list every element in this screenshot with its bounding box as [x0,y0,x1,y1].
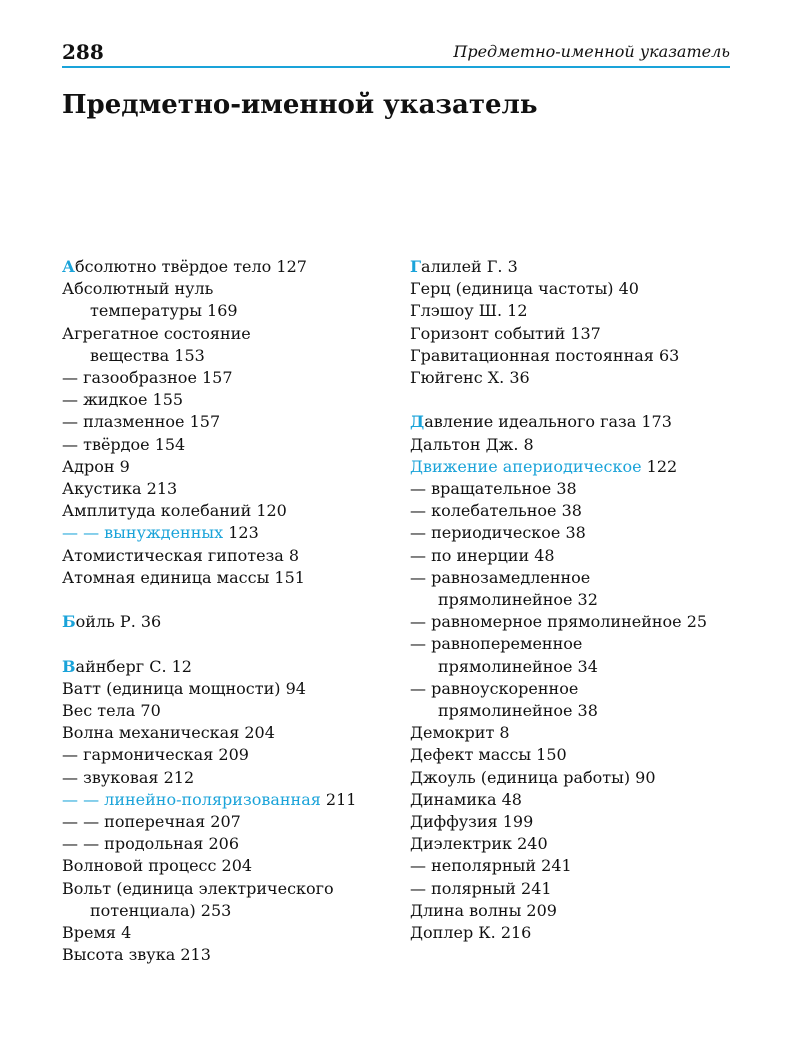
index-entry [410,478,740,500]
index-entry [410,900,740,922]
index-entry [410,367,740,389]
index-entry-text: Вес тела 70 [62,701,161,721]
index-entry-text: 123 [223,523,259,543]
index-entry-text: — равнозамедленное [410,567,591,587]
index-entry [410,456,740,478]
index-entry-continuation: вещества 153 [90,345,205,365]
index-entry-text: — жидкое 155 [62,390,184,410]
index-entry-text: Акустика 213 [62,479,178,499]
index-entry-text: Дефект массы 150 [410,745,567,765]
index-entry-text: — гармоническая 209 [62,745,249,765]
index-entry-continuation: прямолинейное 38 [438,701,598,721]
index-entry-text: Динамика 48 [410,789,522,809]
index-entry [410,611,740,633]
index-entry [410,878,740,900]
index-entry-text: — равноускоренное [410,678,579,698]
index-entry [410,833,740,855]
index-entry [62,367,402,389]
running-title: Предметно-именной указатель [453,42,730,61]
index-entry-text: Джоуль (единица работы) 90 [410,767,656,787]
index-entry-text: — по инерции 48 [410,545,555,565]
index-entry-text: — — поперечная 207 [62,812,241,832]
index-entry-text: Длина волны 209 [410,900,557,920]
index-entry [410,323,740,345]
index-entry-text: Гравитационная постоянная 63 [410,345,680,365]
index-entry-text: Время 4 [62,923,132,943]
index-entry [62,767,402,789]
index-entry-text: Адрон 9 [62,456,130,476]
index-entry-text: Горизонт событий 137 [410,323,601,343]
index-entry-text: — звуковая 212 [62,767,195,787]
index-entry [410,345,740,367]
page-header [62,38,730,68]
index-entry-text: Демокрит 8 [410,723,510,743]
index-entry-text: — — продольная 206 [62,834,239,854]
index-entry [62,389,402,411]
index-entry-text: Диффузия 199 [410,812,534,832]
index-entry [62,567,402,589]
index-entry-text: Волновой процесс 204 [62,856,253,876]
index-entry-text: Глэшоу Ш. 12 [410,301,528,321]
letter-group-b [62,611,402,633]
letter-group-d [410,411,740,944]
index-entry-text: Абсолютный нуль [62,279,214,299]
index-entry [410,300,740,322]
index-entry [410,434,740,456]
index-entry [410,767,740,789]
index-initial-letter: Б [62,612,76,632]
index-entry [410,855,740,877]
index-entry [410,278,740,300]
index-entry-text: авление идеального газа 173 [424,412,672,432]
index-entry [62,744,402,766]
index-entry-text: — вращательное 38 [410,479,577,499]
index-entry [410,678,740,722]
index-entry [62,478,402,500]
index-entry-text: — плазменное 157 [62,412,221,432]
index-entry-text: Агрегатное состояние [62,323,251,343]
index-initial-letter: А [62,257,76,276]
page-title: Предметно-именной указатель [62,90,538,120]
page-number: 288 [62,40,104,64]
index-entry [62,656,402,678]
index-entry-text: Высота звука 213 [62,945,211,965]
index-entry [62,456,402,478]
index-highlighted-term: — — вынужденных [62,523,224,543]
index-entry [62,833,402,855]
index-entry [62,411,402,433]
index-entry [410,811,740,833]
index-entry [62,500,402,522]
index-entry [410,789,740,811]
index-highlighted-term: — — линейно-поляризованная [62,789,321,809]
index-entry-text: — периодическое 38 [410,523,586,543]
index-entry-text: 122 [641,456,678,476]
letter-group-a [62,256,402,589]
index-entry-text: — равномерное прямолинейное 25 [410,612,708,632]
index-entry [62,323,402,367]
index-column-left [62,256,402,989]
index-entry-text: — полярный 241 [410,878,552,898]
index-entry [410,522,740,544]
index-entry-text: Герц (единица частоты) 40 [410,279,639,299]
index-entry [410,567,740,611]
index-entry [62,922,402,944]
index-entry-text: Доплер К. 216 [410,923,532,943]
index-highlighted-term: Движение апериодическое [410,456,642,476]
index-entry-text: — колебательное 38 [410,501,582,521]
index-entry-text: Гюйгенс Х. 36 [410,368,530,388]
index-initial-letter: Г [410,257,422,276]
index-entry-text: Дальтон Дж. 8 [410,434,534,454]
index-entry-text: 211 [320,789,357,809]
index-entry [410,633,740,677]
index-entry-continuation: потенциала) 253 [90,900,232,920]
index-entry [62,811,402,833]
index-entry-text: Атомная единица массы 151 [62,567,305,587]
index-entry [410,922,740,944]
index-entry [62,789,402,811]
index-entry-continuation: температуры 169 [90,301,238,321]
index-entry [62,944,402,966]
index-entry-text: — равнопеременное [410,634,583,654]
index-entry-text: Диэлектрик 240 [410,834,548,854]
index-entry-text: бсолютно твёрдое тело 127 [75,257,307,276]
index-entry [62,434,402,456]
index-entry-text: алилей Г. 3 [421,257,518,276]
index-entry [410,411,740,433]
index-entry-text: Амплитуда колебаний 120 [62,501,287,521]
index-entry [410,744,740,766]
index-entry [62,878,402,922]
index-initial-letter: Д [410,412,425,432]
letter-group-v [62,656,402,967]
index-entry [410,500,740,522]
index-entry [62,722,402,744]
index-entry-continuation: прямолинейное 32 [438,590,598,610]
index-entry-text: Волна механическая 204 [62,723,275,743]
index-entry [62,278,402,322]
index-entry-text: Вольт (единица электрического [62,878,334,898]
index-entry [410,256,740,278]
index-entry-text: — газообразное 157 [62,368,233,388]
index-entry-text: — твёрдое 154 [62,434,186,454]
index-column-right [410,256,740,966]
index-entry [62,256,402,278]
index-entry [62,611,402,633]
index-entry-text: айнберг С. 12 [75,656,192,676]
index-entry-continuation: прямолинейное 34 [438,656,598,676]
index-entry [62,522,402,544]
index-entry [410,545,740,567]
index-initial-letter: В [62,656,76,676]
index-entry [410,722,740,744]
index-entry [62,678,402,700]
index-entry-text: Атомистическая гипотеза 8 [62,545,300,565]
letter-group-g [410,256,740,389]
index-entry [62,855,402,877]
index-entry [62,700,402,722]
index-entry-text: — неполярный 241 [410,856,572,876]
index-entry [62,545,402,567]
index-entry-text: Ватт (единица мощности) 94 [62,678,306,698]
index-entry-text: ойль Р. 36 [75,612,162,632]
